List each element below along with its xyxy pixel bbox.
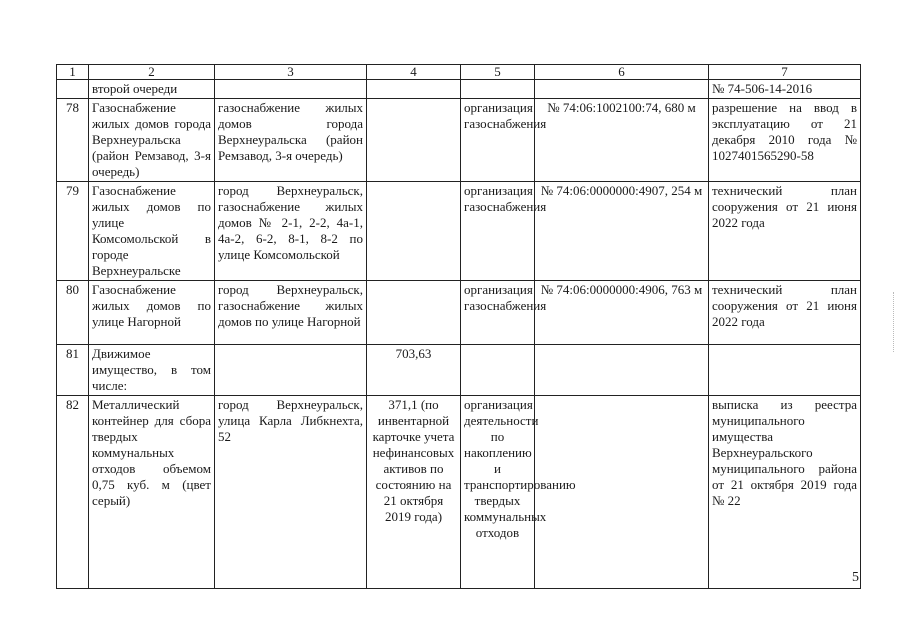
- table-row: [57, 396, 861, 589]
- object-holder: организация газоснабжения: [461, 182, 535, 281]
- cadastral-number: [535, 345, 709, 396]
- table-row: [57, 345, 861, 396]
- row-number: 79: [57, 182, 89, 281]
- cadastral-number: [535, 396, 709, 589]
- property-registry-table: [56, 64, 861, 589]
- object-value: 371,1 (по инвентарной карточке учета нефинансовых активов по состоянию на 21 октября 2019 года): [367, 396, 461, 589]
- cadastral-number: № 74:06:1002100:74, 680 м: [535, 99, 709, 182]
- table-row: [57, 281, 861, 345]
- object-value: [367, 99, 461, 182]
- table-row: [57, 99, 861, 182]
- basis-document: технический план сооружения от 21 июня 2022 года: [709, 182, 861, 281]
- basis-document: выписка из реестра муниципального имущества Верхнеуральского муниципального района от 21 октября 2019 года № 22: [709, 396, 861, 589]
- object-value: 703,63: [367, 345, 461, 396]
- basis-document: технический план сооружения от 21 июня 2022 года: [709, 281, 861, 345]
- object-holder: [461, 345, 535, 396]
- row-number: 78: [57, 99, 89, 182]
- object-name: Газоснабжение жилых домов по улице Комсомольской в городе Верхнеуральске: [89, 182, 215, 281]
- header-row: [57, 65, 861, 80]
- object-holder: организация деятельности по накоплению и транспортированию твердых коммунальных отходов: [461, 396, 535, 589]
- continuation-document: № 74-506-14-2016: [709, 80, 861, 99]
- header-col-5: 5: [461, 65, 535, 80]
- row-number: 82: [57, 396, 89, 589]
- object-value: [367, 281, 461, 345]
- object-holder: организация газоснабжения: [461, 99, 535, 182]
- header-col-7: 7: [709, 65, 861, 80]
- row-number: 81: [57, 345, 89, 396]
- object-name: Газоснабжение жилых домов города Верхнеуральска (район Ремзавод, 3-я очередь): [89, 99, 215, 182]
- row-number: 80: [57, 281, 89, 345]
- basis-document: разрешение на ввод в эксплуатацию от 21 декабря 2010 года № 1027401565290-58: [709, 99, 861, 182]
- object-address: город Верхнеуральск, улица Карла Либкнехта, 52: [215, 396, 367, 589]
- header-col-1: 1: [57, 65, 89, 80]
- table-row: [57, 182, 861, 281]
- cadastral-number: № 74:06:0000000:4906, 763 м: [535, 281, 709, 345]
- basis-document: [709, 345, 861, 396]
- scan-artifact: [893, 292, 896, 352]
- header-col-3: 3: [215, 65, 367, 80]
- object-address: [215, 345, 367, 396]
- continuation-row: [57, 80, 861, 99]
- object-name: Газоснабжение жилых домов по улице Нагорной: [89, 281, 215, 345]
- page-number: 5: [852, 570, 859, 585]
- object-name: Металлический контейнер для сбора твердых коммунальных отходов объемом 0,75 куб. м (цвет серый): [89, 396, 215, 589]
- object-address: газоснабжение жилых домов города Верхнеуральска (район Ремзавод, 3-я очередь): [215, 99, 367, 182]
- object-address: город Верхнеуральск, газоснабжение жилых домов № 2-1, 2-2, 4а-1, 4а-2, 6-2, 8-1, 8-2 по улице Комсомольской: [215, 182, 367, 281]
- continuation-name: второй очереди: [89, 80, 215, 99]
- cadastral-number: № 74:06:0000000:4907, 254 м: [535, 182, 709, 281]
- object-value: [367, 182, 461, 281]
- object-name: Движимое имущество, в том числе:: [89, 345, 215, 396]
- object-address: город Верхнеуральск, газоснабжение жилых домов по улице Нагорной: [215, 281, 367, 345]
- header-col-6: 6: [535, 65, 709, 80]
- header-col-4: 4: [367, 65, 461, 80]
- object-holder: организация газоснабжения: [461, 281, 535, 345]
- header-col-2: 2: [89, 65, 215, 80]
